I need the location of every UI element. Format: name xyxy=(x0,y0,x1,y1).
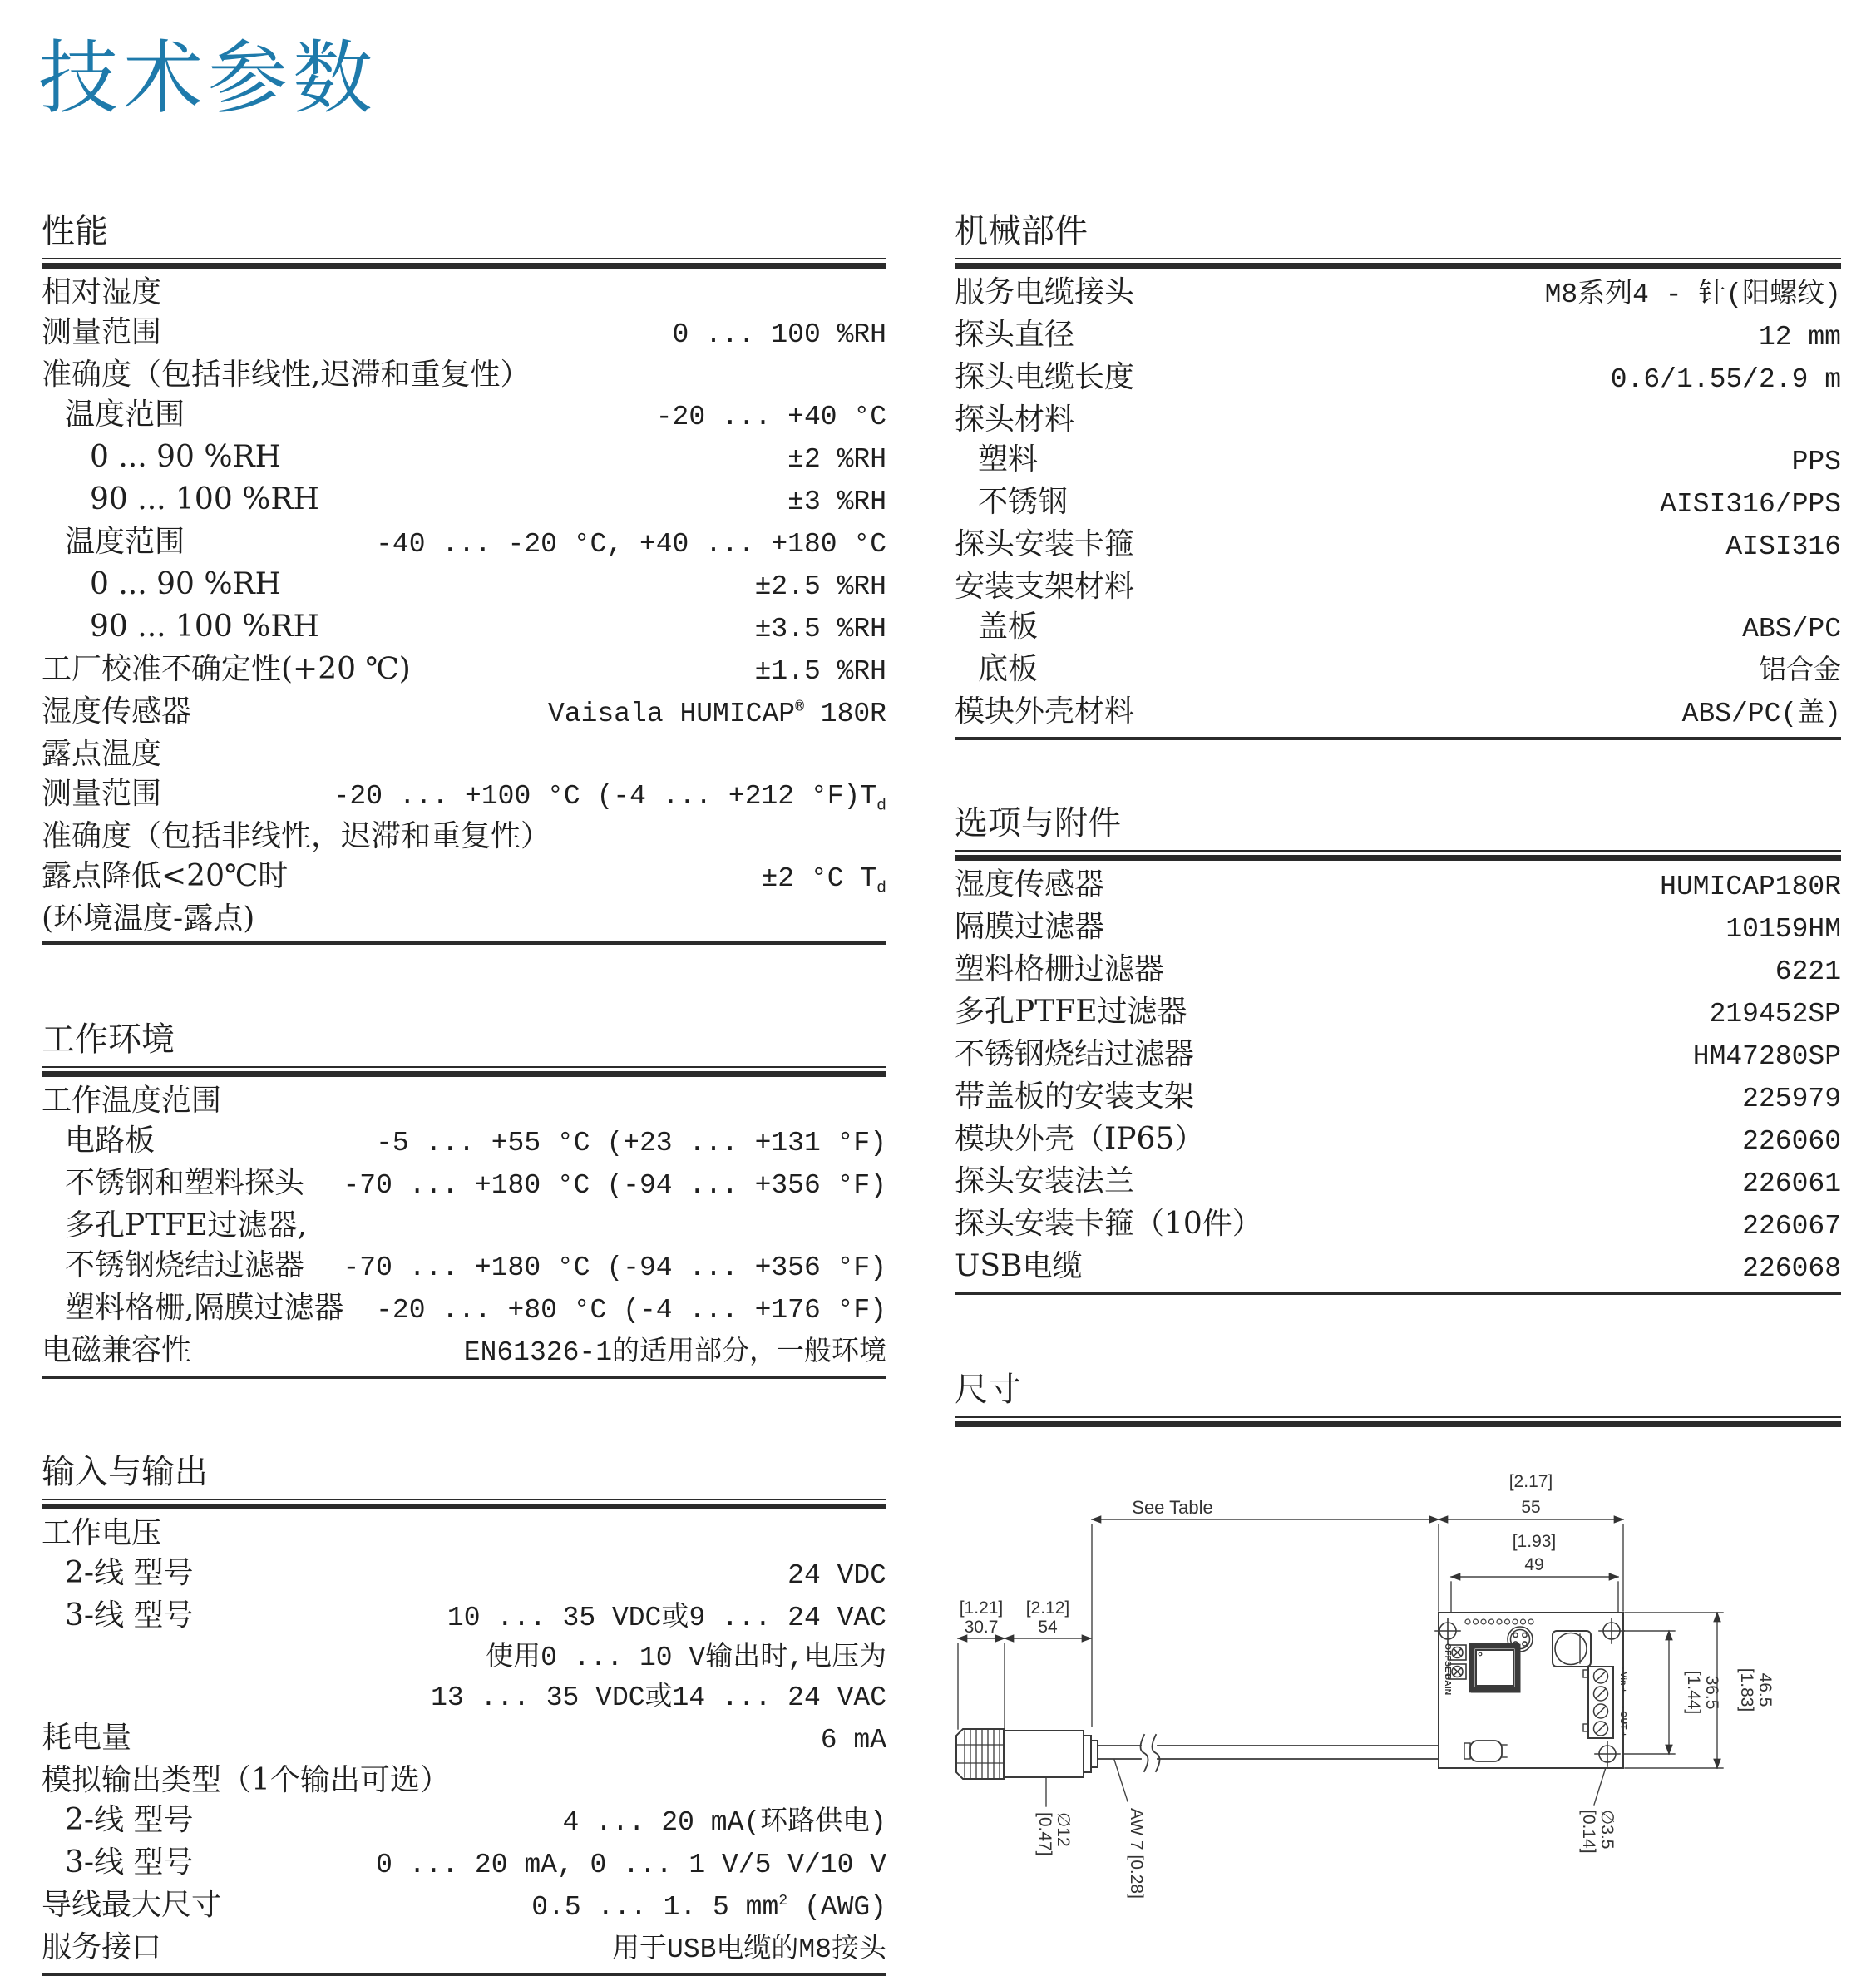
spec-label: 隔膜过滤器 xyxy=(955,910,1105,944)
spec-label: 温度范围 xyxy=(65,398,185,432)
spec-row xyxy=(42,1081,886,1121)
spec-row xyxy=(42,1928,886,1970)
spec-value: 219452SP xyxy=(1709,999,1841,1030)
spec-value: 226067 xyxy=(1742,1211,1841,1242)
spec-row xyxy=(42,692,886,734)
dim-label-dia3-5-in: [0.14] xyxy=(1579,1810,1598,1854)
section-heading-mechanics: 机械部件 xyxy=(955,210,1841,259)
spec-value: ABS/PC(盖) xyxy=(1681,699,1841,729)
spec-value: 226068 xyxy=(1742,1253,1841,1284)
dimension-drawing xyxy=(955,1434,1841,1966)
section-heading-performance: 性能 xyxy=(42,210,886,259)
spec-row xyxy=(42,1206,886,1246)
spec-value: AISI316/PPS xyxy=(1660,489,1841,520)
spec-rows xyxy=(955,865,1841,1289)
spec-row xyxy=(42,857,886,899)
spec-value: 226061 xyxy=(1742,1168,1841,1199)
section-heading-options-accessories: 选项与附件 xyxy=(955,802,1841,852)
spec-label: 导线最大尺寸 xyxy=(42,1888,222,1922)
spec-label: 塑料 xyxy=(978,442,1039,477)
spec-label: 3-线 型号 xyxy=(65,1598,194,1633)
dim-label-dia12-in: [0.47] xyxy=(1035,1812,1054,1856)
spec-value: ±2.5 %RH xyxy=(754,571,886,602)
spec-row xyxy=(955,992,1841,1035)
spec-label: 探头安装法兰 xyxy=(955,1164,1135,1198)
spec-value: 13 ... 35 VDC或14 ... 24 VAC xyxy=(431,1682,886,1713)
spec-label: 3-线 型号 xyxy=(65,1845,194,1880)
spec-row xyxy=(42,899,886,939)
dim-label-dia12-mm: ∅12 xyxy=(1054,1812,1073,1847)
divider xyxy=(42,1973,886,1976)
spec-row xyxy=(955,950,1841,992)
module-drawing xyxy=(1435,1613,1624,1768)
divider xyxy=(42,941,886,945)
spec-row xyxy=(42,313,886,355)
spec-row xyxy=(42,522,886,565)
spec-value: ±3.5 %RH xyxy=(754,614,886,645)
spec-value: 12 mm xyxy=(1758,322,1841,353)
spec-value: 6 mA xyxy=(820,1725,886,1756)
divider xyxy=(42,1376,886,1379)
spec-label: 相对湿度 xyxy=(42,275,162,309)
spec-rows xyxy=(42,1081,886,1373)
spec-value: 使用0 ... 10 V输出时,电压为 xyxy=(486,1643,886,1673)
spec-label: 塑料格栅,隔膜过滤器 xyxy=(65,1291,344,1325)
spec-row xyxy=(955,907,1841,950)
spec-row xyxy=(42,1843,886,1885)
spec-row xyxy=(42,480,886,522)
divider xyxy=(955,263,1841,269)
spec-row xyxy=(42,1678,886,1718)
spec-label: 不锈钢 xyxy=(978,485,1069,519)
spec-value: -20 ... +100 °C (-4 ... +212 $^\circ F)T_d$ xyxy=(333,781,886,815)
left-column xyxy=(42,210,886,1976)
section-heading-operating-environment: 工作环境 xyxy=(42,1018,886,1068)
spec-row xyxy=(955,1247,1841,1289)
dim-label-54-mm: 54 xyxy=(1038,1618,1058,1637)
spec-label: 探头电缆长度 xyxy=(955,360,1135,394)
spec-label: 工作温度范围 xyxy=(42,1084,222,1118)
module-label-out: - OUT + xyxy=(1618,1706,1628,1737)
spec-row xyxy=(42,395,886,437)
spec-row xyxy=(955,400,1841,440)
spec-value: -20 ... +80 °C (-4 ... +176 °F) xyxy=(376,1295,886,1326)
spec-value: 0.6/1.55/2.9 m xyxy=(1610,364,1841,395)
spec-value: ±2 %RH xyxy=(787,444,886,475)
spec-row xyxy=(955,1035,1841,1077)
spec-row xyxy=(42,437,886,480)
spec-value: 226060 xyxy=(1742,1126,1841,1157)
spec-value: 0 ... 20 mA, 0 ... 1 V/5 V/10 V xyxy=(376,1850,886,1880)
spec-row xyxy=(42,1331,886,1373)
dim-label-46-5-mm: 46.5 xyxy=(1755,1672,1775,1707)
spec-value: 6221 xyxy=(1775,956,1841,987)
spec-row xyxy=(42,1163,886,1206)
spec-label: 2-线 型号 xyxy=(65,1556,194,1590)
dim-label-see-table: See Table xyxy=(1132,1497,1213,1518)
dim-label-46-5-in: [1.83] xyxy=(1737,1667,1756,1712)
spec-label: 工作电压 xyxy=(42,1516,162,1550)
spec-row xyxy=(42,1761,886,1801)
section-mechanics xyxy=(955,210,1841,740)
dim-label-36-5-in: [1.44] xyxy=(1684,1670,1703,1715)
spec-row xyxy=(42,273,886,313)
spec-value: 0 ... 100 %RH xyxy=(672,319,886,350)
spec-label: 湿度传感器 xyxy=(42,694,192,729)
spec-label: 不锈钢烧结过滤器 xyxy=(955,1037,1195,1071)
dim-label-49-in: [1.93] xyxy=(1512,1532,1557,1551)
spec-value: EN61326-1的适用部分，一般环境 xyxy=(463,1337,886,1368)
spec-label: 准确度（包括非线性，迟滞和重复性） xyxy=(42,819,551,853)
divider xyxy=(42,1504,886,1509)
spec-value: 用于USB电缆的M8接头 xyxy=(611,1934,886,1965)
spec-row xyxy=(955,865,1841,907)
spec-row xyxy=(42,734,886,774)
dim-label-aw7: AW 7 [0.28] xyxy=(1127,1808,1146,1899)
spec-value: HUMICAP180R xyxy=(1660,872,1841,902)
dim-label-55-mm: 55 xyxy=(1521,1498,1541,1517)
spec-row xyxy=(42,355,886,395)
spec-value: 0.5 ... 1. 5 $mm^2$ (AWG) xyxy=(531,1892,886,1923)
spec-row xyxy=(42,774,886,817)
spec-value: AISI316 xyxy=(1725,531,1841,562)
spec-row xyxy=(955,440,1841,482)
spec-row xyxy=(955,607,1841,650)
spec-row xyxy=(955,482,1841,525)
spec-label: 准确度（包括非线性,迟滞和重复性） xyxy=(42,358,531,392)
spec-label: 耗电量 xyxy=(42,1721,132,1755)
spec-row xyxy=(42,1121,886,1163)
spec-row xyxy=(42,1246,886,1288)
section-heading-dimensions: 尺寸 xyxy=(955,1368,1841,1418)
spec-label: 电磁兼容性 xyxy=(42,1333,192,1367)
spec-row xyxy=(42,1288,886,1331)
spec-label: 探头安装卡箍（10件） xyxy=(955,1207,1262,1241)
spec-value: HM47280SP xyxy=(1692,1041,1841,1072)
spec-rows xyxy=(42,1514,886,1970)
spec-label: 露点降低<20℃时 xyxy=(42,859,289,893)
spec-label: 90 ... 100 %RH xyxy=(90,482,319,516)
spec-label: 0 ... 90 %RH xyxy=(90,440,282,474)
spec-label: 湿度传感器 xyxy=(955,867,1105,902)
spec-label: USB电缆 xyxy=(955,1249,1083,1283)
spec-row xyxy=(955,1119,1841,1162)
spec-label: 服务接口 xyxy=(42,1930,162,1964)
spec-label: 露点温度 xyxy=(42,737,162,771)
spec-value: -70 ... +180 °C (-94 ... +356 °F) xyxy=(343,1170,886,1201)
spec-value: -5 ... +55 °C (+23 ... +131 °F) xyxy=(376,1128,886,1158)
spec-value: ±1.5 %RH xyxy=(754,656,886,687)
spec-row xyxy=(42,817,886,857)
spec-row xyxy=(42,1514,886,1554)
spec-value: 10 ... 35 VDC或9 ... 24 VAC xyxy=(447,1603,886,1633)
spec-label: 测量范围 xyxy=(42,777,162,811)
spec-row xyxy=(42,607,886,650)
spec-label: 不锈钢烧结过滤器 xyxy=(65,1248,305,1282)
divider xyxy=(42,1071,886,1077)
spec-value: PPS xyxy=(1791,447,1841,477)
spec-row xyxy=(42,565,886,607)
section-inputs-outputs xyxy=(42,1450,886,1976)
spec-row xyxy=(955,1162,1841,1204)
spec-row xyxy=(955,358,1841,400)
spec-label: 90 ... 100 %RH xyxy=(90,610,319,644)
spec-row xyxy=(42,650,886,692)
spec-value: -70 ... +180 °C (-94 ... +356 °F) xyxy=(343,1252,886,1283)
spec-label: 2-线 型号 xyxy=(65,1803,194,1837)
spec-row xyxy=(955,315,1841,358)
spec-label: 服务电缆接头 xyxy=(955,275,1135,309)
spec-label: 探头安装卡箍 xyxy=(955,527,1135,561)
section-dimensions xyxy=(955,1368,1841,1966)
spec-row xyxy=(955,567,1841,607)
spec-row xyxy=(955,650,1841,692)
spec-label: 底板 xyxy=(978,652,1039,686)
spec-value: 铝合金 xyxy=(1759,656,1841,687)
spec-row xyxy=(42,1596,886,1638)
module-label-gain: GAIN xyxy=(1443,1673,1453,1696)
spec-label: 0 ... 90 %RH xyxy=(90,567,282,601)
spec-label: 模拟输出类型（1个输出可选） xyxy=(42,1763,450,1797)
spec-row xyxy=(42,1718,886,1761)
spec-label: 模块外壳（IP65） xyxy=(955,1122,1205,1156)
module-label-vin: - Vin + xyxy=(1618,1667,1628,1693)
divider xyxy=(42,263,886,269)
spec-label: 多孔PTFE过滤器 xyxy=(955,995,1187,1029)
spec-row xyxy=(955,1077,1841,1119)
spec-label: 模块外壳材料 xyxy=(955,694,1135,729)
spec-label: (环境温度-露点) xyxy=(42,902,255,936)
section-performance xyxy=(42,210,886,945)
dim-label-30-7-mm: 30.7 xyxy=(964,1618,999,1637)
dim-label-54-in: [2.12] xyxy=(1025,1598,1070,1618)
spec-row xyxy=(955,525,1841,567)
spec-label: 测量范围 xyxy=(42,315,162,349)
probe-drawing xyxy=(956,1729,1470,1779)
divider xyxy=(955,1421,1841,1427)
section-heading-inputs-outputs: 输入与输出 xyxy=(42,1450,886,1500)
spec-value: 24 VDC xyxy=(787,1560,886,1591)
dim-label-30-7-in: [1.21] xyxy=(959,1598,1004,1618)
spec-value: -20 ... +40 °C xyxy=(655,402,886,432)
spec-row xyxy=(955,273,1841,315)
spec-value: ±2 °C $T_d$ xyxy=(761,863,886,897)
spec-row xyxy=(42,1638,886,1678)
section-operating-environment xyxy=(42,1018,886,1379)
spec-rows xyxy=(955,273,1841,734)
module-label-offset: OFFSET xyxy=(1443,1643,1453,1678)
spec-label: 温度范围 xyxy=(65,525,185,559)
spec-value: 225979 xyxy=(1742,1084,1841,1114)
spec-value: -40 ... -20 °C, +40 ... +180 °C xyxy=(376,529,886,560)
spec-value: ABS/PC xyxy=(1742,614,1841,645)
spec-value: Vaisala HUMICAP® 180R xyxy=(548,699,886,729)
dim-label-49-mm: 49 xyxy=(1524,1555,1544,1574)
spec-row xyxy=(42,1554,886,1596)
spec-label: 带盖板的安装支架 xyxy=(955,1079,1195,1114)
spec-label: 探头材料 xyxy=(955,403,1075,437)
spec-row xyxy=(955,692,1841,734)
section-options-accessories xyxy=(955,802,1841,1295)
spec-value: 4 ... 20 mA(环路供电) xyxy=(562,1807,886,1838)
spec-label: 盖板 xyxy=(978,610,1039,644)
spec-row xyxy=(42,1885,886,1928)
spec-value: ±3 %RH xyxy=(787,487,886,517)
spec-value: M8系列4 - 针(阳螺纹) xyxy=(1544,279,1841,310)
spec-value: 10159HM xyxy=(1725,914,1841,945)
spec-row xyxy=(42,1801,886,1843)
spec-label: 工厂校准不确定性(+20 ℃) xyxy=(42,652,411,686)
page-title: 技术参数 xyxy=(38,32,378,125)
dim-label-dia3-5-mm: ∅3.5 xyxy=(1597,1810,1617,1850)
spec-label: 电路板 xyxy=(65,1124,156,1158)
spec-label: 探头直径 xyxy=(955,318,1075,352)
spec-label: 不锈钢和塑料探头 xyxy=(65,1166,305,1200)
divider xyxy=(955,737,1841,740)
spec-label: 塑料格栅过滤器 xyxy=(955,952,1165,986)
spec-row xyxy=(955,1204,1841,1247)
spec-label: 安装支架材料 xyxy=(955,570,1135,604)
divider xyxy=(955,855,1841,861)
dim-label-55-in: [2.17] xyxy=(1508,1472,1553,1491)
spec-label: 多孔PTFE过滤器, xyxy=(65,1208,307,1242)
divider xyxy=(955,1292,1841,1295)
dim-label-36-5-mm: 36.5 xyxy=(1702,1675,1721,1710)
spec-rows xyxy=(42,273,886,939)
right-column xyxy=(955,210,1841,1966)
